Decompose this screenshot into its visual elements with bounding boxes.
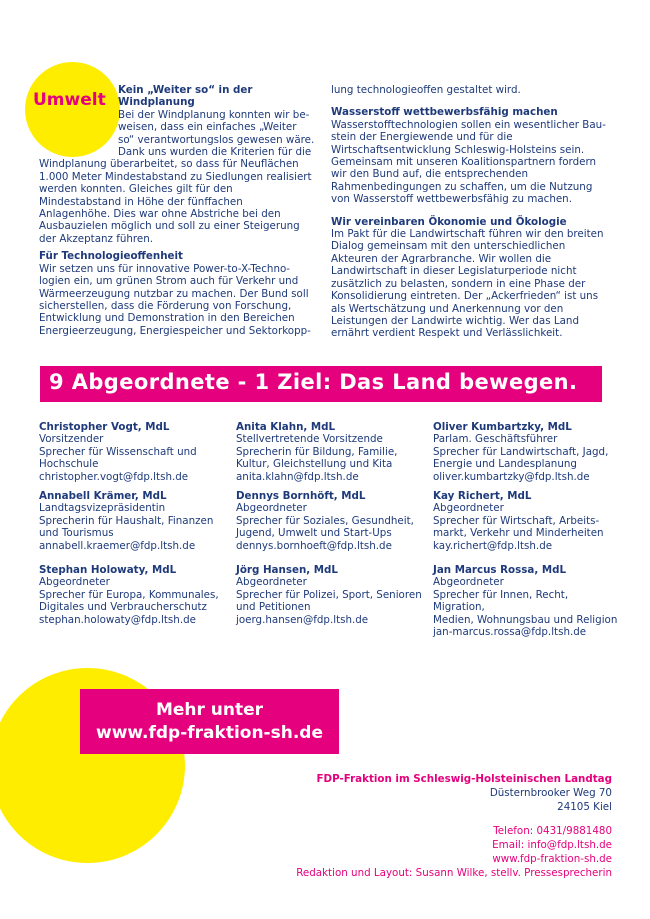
member-card	[236, 490, 426, 552]
member-name: Oliver Kumbartzky, MdL	[433, 421, 572, 433]
member-role: Kultur, Gleichstellung und Kita	[236, 458, 393, 471]
contact-org: FDP-Fraktion im Schleswig-Holsteinischen Landtag	[316, 773, 612, 785]
contact-block	[296, 772, 612, 880]
member-card	[236, 564, 426, 626]
member-name: Jörg Hansen, MdL	[236, 564, 338, 576]
paragraph-wasserstoff: Wasserstofftechnologien sollen ein wesentlicher Baustein der Energiewende und für die Wirtschaftsentwicklung Schleswig-Holsteins sein. Gemeinsam mit unseren Koalitionspartnern fordern wir den Bund auf, die entsprechenden Rahmenbedingungen zu schaffen, um die Nutzung von Wasserstoff wettbewerbsfähig zu machen.	[331, 118, 606, 206]
member-card	[39, 421, 229, 483]
heading-wasserstoff: Wasserstoff wettbewerbsfähig machen	[331, 106, 558, 119]
member-name: Christopher Vogt, MdL	[39, 421, 170, 433]
member-name: Dennys Bornhöft, MdL	[236, 490, 366, 502]
member-role: Sprecherin für Bildung, Familie,	[236, 445, 398, 458]
member-role: Vorsitzender	[39, 433, 104, 446]
member-email-link[interactable]: annabell.kraemer@fdp.ltsh.de	[39, 539, 196, 552]
paragraph-technologieoffenheit: Wir setzen uns für innovative Power-to-X-Technologien ein, um grünen Strom auch für Verkehr und Wärmeerzeugung nutzbar zu machen. Der Bund soll sicherstellen, dass die Förderung von Forschung, Entwicklung und Demonstration in den Bereichen Energieerzeugung, Energiespeicher und Sektorkopp-	[39, 262, 311, 337]
member-role: Stellvertretende Vorsitzende	[236, 433, 383, 446]
member-role: Abgeordneter	[433, 576, 504, 589]
member-role: Parlam. Geschäftsführer	[433, 433, 558, 446]
member-card	[39, 490, 229, 552]
member-role: Jugend, Umwelt und Start-Ups	[236, 527, 392, 540]
paragraph-oekonomie-oekologie: Im Pakt für die Landwirtschaft führen wir den breiten Dialog gemeinsam mit den unterschiedlichen Akteuren der Agrarbranche. Wir wollen die Landwirtschaft in dieser Legislaturperiode nicht zusätzlich zu belasten, sondern in eine Phase der Konsolidierung eintreten. Der „Ackerfrieden“ ist uns als Wertschätzung und Anerkennung vor den Leistungen der Landwirte wichtig. Wer das Land ernährt verdient Respekt und Verlässlichkeit.	[331, 228, 604, 340]
right-column	[331, 84, 611, 346]
contact-email-link[interactable]: Email: info@fdp.ltsh.de	[492, 839, 612, 851]
website-callout-text[interactable]	[80, 699, 339, 745]
member-role: Sprecher für Wissenschaft und	[39, 445, 197, 458]
member-card	[433, 564, 623, 638]
member-role: Abgeordneter	[236, 576, 307, 589]
member-email-link[interactable]: jan-marcus.rossa@fdp.ltsh.de	[433, 626, 587, 639]
member-email-link[interactable]: dennys.bornhoeft@fdp.ltsh.de	[236, 539, 392, 552]
contact-phone: Telefon: 0431/9881480	[493, 825, 612, 837]
member-role: Abgeordneter	[433, 502, 504, 515]
member-name: Jan Marcus Rossa, MdL	[433, 564, 566, 576]
contact-web-link[interactable]: www.fdp-fraktion-sh.de	[492, 853, 612, 865]
member-email-link[interactable]: stephan.holowaty@fdp.ltsh.de	[39, 613, 196, 626]
left-column-top	[39, 84, 315, 158]
member-card	[236, 421, 426, 483]
heading-technologieoffenheit: Für Technologieoffenheit	[39, 250, 183, 263]
member-email-link[interactable]: anita.klahn@fdp.ltsh.de	[236, 470, 359, 483]
member-role: Hochschule	[39, 458, 99, 471]
member-card	[433, 490, 623, 552]
member-role: Abgeordneter	[39, 576, 110, 589]
member-email-link[interactable]: kay.richert@fdp.ltsh.de	[433, 539, 553, 552]
headline-banner-text: 9 Abgeordnete - 1 Ziel: Das Land bewegen.	[49, 370, 578, 394]
member-role: Sprecher für Innen, Recht, Migration,	[433, 588, 569, 614]
contact-street: Düsternbrooker Weg 70	[489, 787, 612, 799]
member-email-link[interactable]: christopher.vogt@fdp.ltsh.de	[39, 470, 189, 483]
website-callout-url[interactable]: www.fdp-fraktion-sh.de	[95, 723, 323, 743]
paragraph-windplanung-start: Bei der Windplanung konnten wir beweisen, dass ein einfaches „Weiter so“ verantwortungslos gewesen wäre. Dank uns wurden die Kriterien für die	[118, 108, 315, 159]
paragraph-windplanung-rest: Windplanung überarbeitet, so dass für Neuflächen 1.000 Meter Mindestabstand zu Siedlungen realisiert werden konnten. Gleiches gilt für den Mindestabstand in Höhe der fünffachen Anlagenhöhe. Dies war ohne Abstriche bei den Ausbauzielen möglich und soll zu einer Steigerung der Akzeptanz führen.	[39, 158, 312, 245]
section-label: Umwelt	[33, 90, 106, 110]
member-role: Sprecher für Landwirtschaft, Jagd,	[433, 445, 609, 458]
heading-oekonomie-oekologie: Wir vereinbaren Ökonomie und Ökologie	[331, 215, 567, 228]
member-name: Kay Richert, MdL	[433, 490, 532, 502]
heading-windplanung: Kein „Weiter so“ in der Windplanung	[118, 84, 253, 109]
member-card	[39, 564, 229, 626]
member-email-link[interactable]: joerg.hansen@fdp.ltsh.de	[236, 613, 369, 626]
member-role: Sprecherin für Haushalt, Finanzen	[39, 514, 214, 527]
member-role: Landtagsvizepräsidentin	[39, 502, 166, 515]
member-role: Sprecher für Soziales, Gesundheit,	[236, 514, 414, 527]
member-card	[433, 421, 623, 483]
member-name: Anita Klahn, MdL	[236, 421, 336, 433]
website-callout-line1: Mehr unter	[155, 700, 264, 720]
contact-city: 24105 Kiel	[557, 801, 612, 813]
member-role: Sprecher für Wirtschaft, Arbeits-	[433, 514, 600, 527]
member-role: und Petitionen	[236, 601, 311, 614]
member-name: Stephan Holowaty, MdL	[39, 564, 177, 576]
member-role: Sprecher für Polizei, Sport, Senioren	[236, 588, 422, 601]
contact-credits: Redaktion und Layout: Susann Wilke, stellv. Pressesprecherin	[296, 867, 612, 879]
member-role: Sprecher für Europa, Kommunales,	[39, 588, 219, 601]
member-email-link[interactable]: oliver.kumbartzky@fdp.ltsh.de	[433, 470, 590, 483]
member-role: markt, Verkehr und Minderheiten	[433, 527, 604, 540]
left-column	[39, 84, 315, 343]
member-role: und Tourismus	[39, 527, 114, 540]
member-name: Annabell Krämer, MdL	[39, 490, 167, 502]
paragraph-continuation: lung technologieoffen gestaltet wird.	[331, 84, 521, 96]
member-role: Energie und Landesplanung	[433, 458, 577, 471]
member-role: Digitales und Verbraucherschutz	[39, 601, 207, 614]
member-role: Abgeordneter	[236, 502, 307, 515]
member-role: Medien, Wohnungsbau und Religion	[433, 613, 618, 626]
